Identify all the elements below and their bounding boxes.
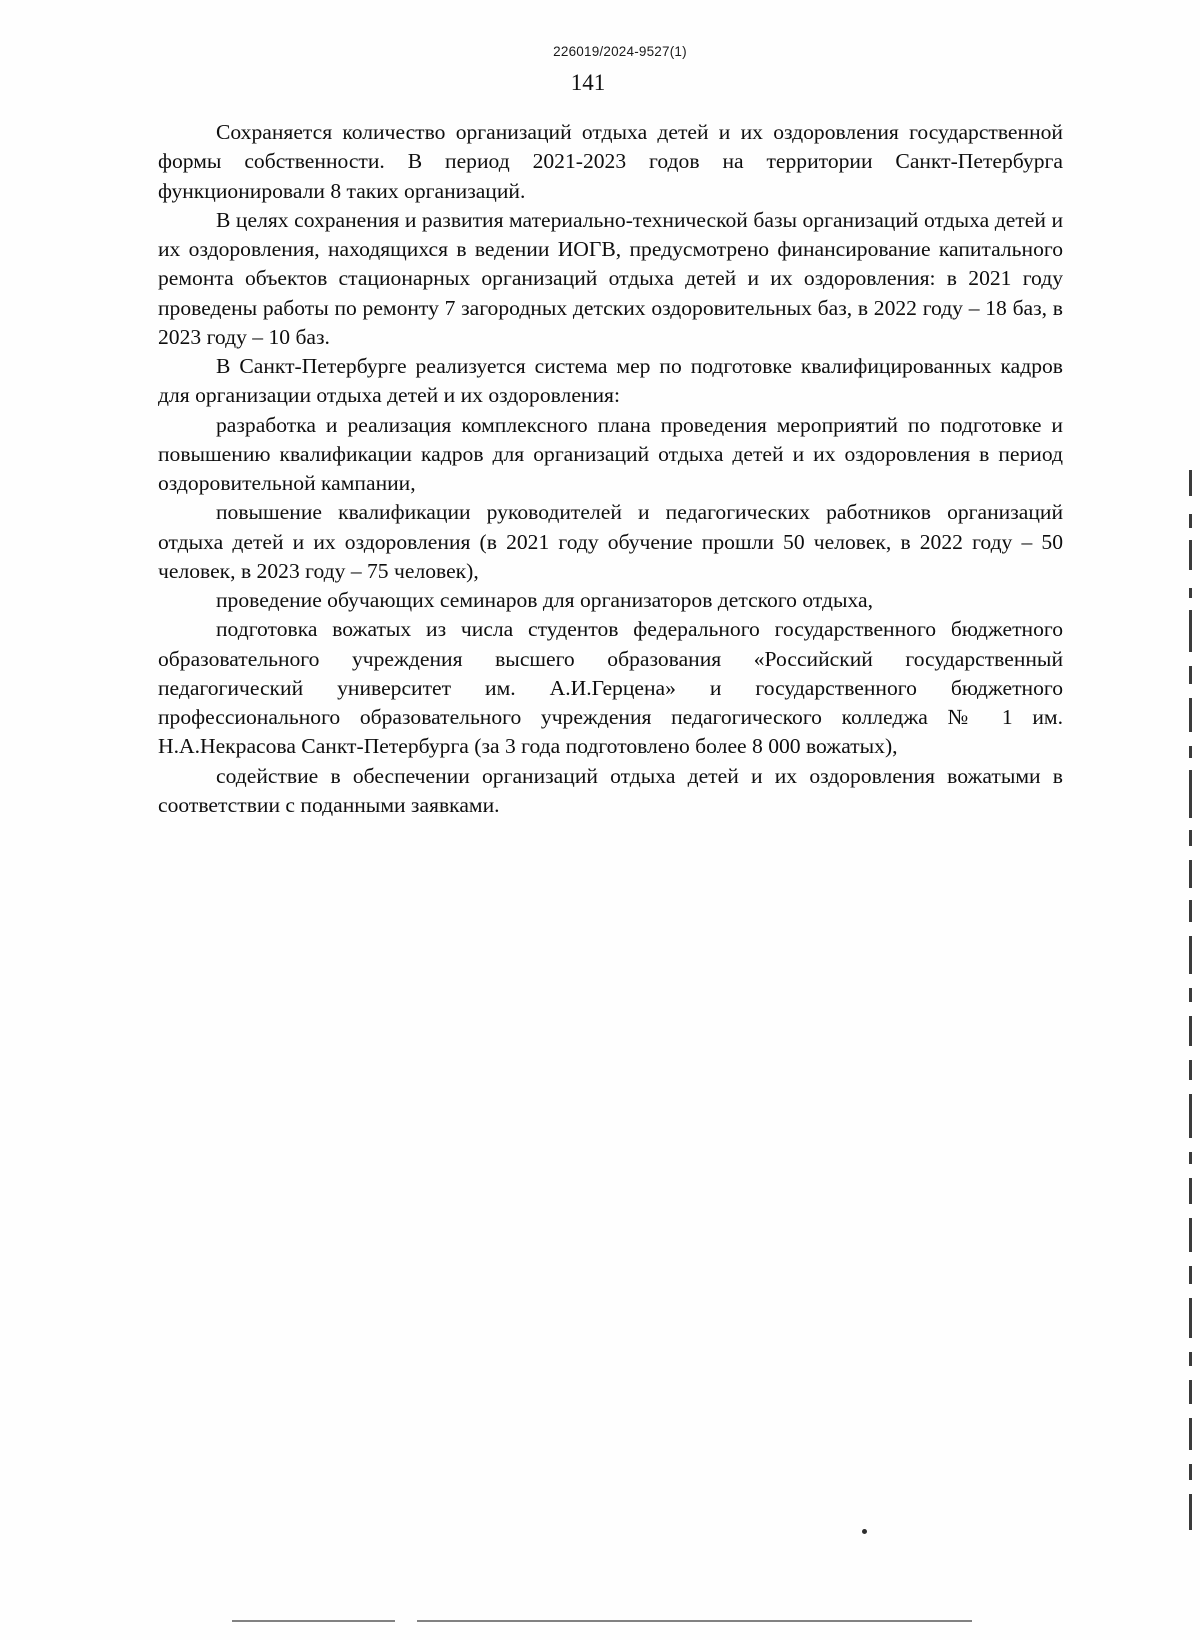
- page-footer-rule: [232, 1620, 972, 1622]
- paragraph: В целях сохранения и развития материально-технической базы организаций отдыха детей и их оздоровления, находящихся в ведении ИОГВ, предусмотрено финансирование капитального ремонта объектов стационарных организаций отдыха детей и их оздоровления: в 2021 году проведены работы по ремонту 7 загородных детских оздоровительных баз, в 2022 году – 18 баз, в 2023 году – 10 баз.: [158, 207, 1063, 349]
- scan-speck: [862, 1529, 867, 1534]
- paragraph: Сохраняется количество организаций отдыха детей и их оздоровления государственной формы собственности. В период 2021-2023 годов на территории Санкт-Петербурга функционировали 8 таких организаций.: [158, 120, 1063, 203]
- document-body: [158, 118, 1063, 820]
- scan-edge-artifacts: [1186, 470, 1192, 1550]
- paragraph: проведение обучающих семинаров для организаторов детского отдыха,: [216, 588, 874, 612]
- paragraph: содействие в обеспечении организаций отдыха детей и их оздоровления вожатыми в соответствии с поданными заявками.: [158, 763, 1063, 817]
- paragraph: В Санкт-Петербурге реализуется система мер по подготовке квалифицированных кадров для организации отдыха детей и их оздоровления:: [158, 354, 1063, 408]
- document-code: 226019/2024-9527(1): [553, 44, 687, 59]
- page-number: 141: [570, 70, 606, 95]
- paragraph: разработка и реализация комплексного плана проведения мероприятий по подготовке и повышению квалификации кадров для организаций отдыха детей и их оздоровления в период оздоровительной кампании,: [158, 412, 1063, 495]
- paragraph: подготовка вожатых из числа студентов федерального государственного бюджетного образовательного учреждения высшего образования «Российский государственный педагогический университет им. А.И.Герцена» и государственного бюджетного профессионального образовательного учреждения педагогического колледжа № 1 им. Н.А.Некрасова Санкт-Петербурга (за 3 года подготовлено более 8 000 вожатых),: [158, 617, 1063, 759]
- paragraph: повышение квалификации руководителей и педагогических работников организаций отдыха детей и их оздоровления (в 2021 году обучение прошли 50 человек, в 2022 году – 50 человек, в 2023 году – 75 человек),: [158, 500, 1063, 583]
